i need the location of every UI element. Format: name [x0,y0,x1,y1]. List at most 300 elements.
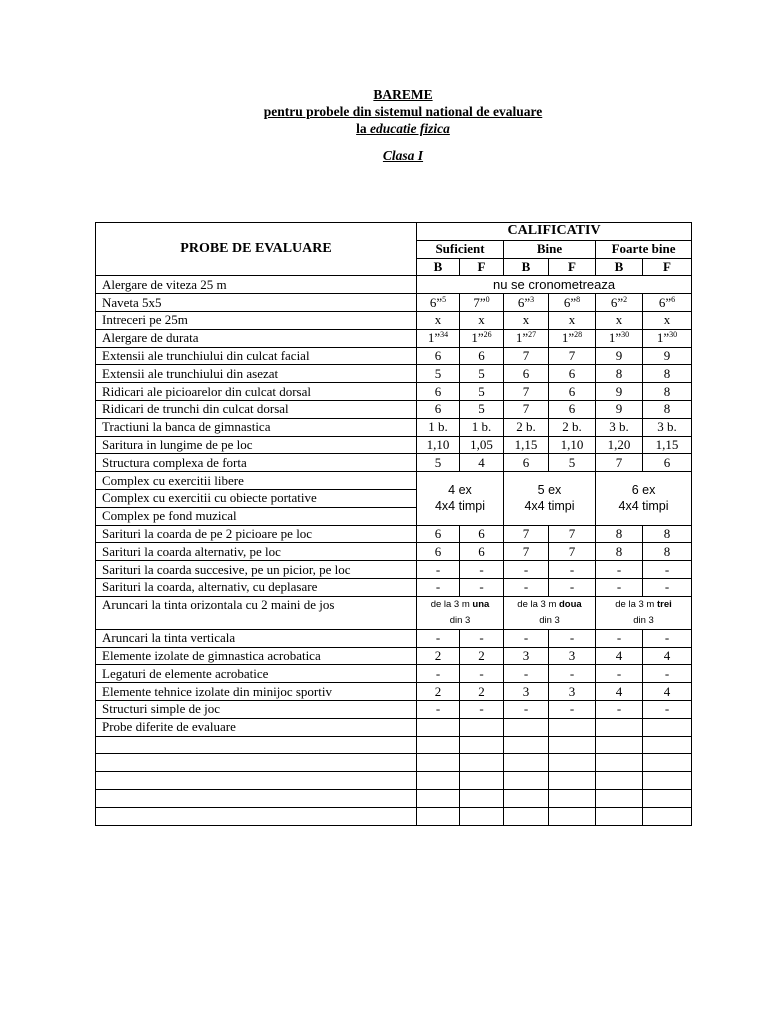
score-cell: - [596,700,643,718]
score-value: 6” [658,294,672,310]
table-row [96,365,692,383]
score-superscript: 8 [576,294,581,304]
score-value: 7 [522,401,530,417]
score-value: 6 [568,401,576,417]
score-cell: - [460,700,504,718]
header-probe: PROBE DE EVALUARE [96,223,417,276]
score-cell [504,294,549,312]
score-cell [460,365,504,383]
aruncari-total: din 3 [633,614,654,626]
score-value: 1” [515,330,529,346]
empty-cell [596,718,643,736]
probe-name: Elemente izolate de gimnastica acrobatica [96,647,417,665]
score-cell [549,418,596,436]
score-cell: - [504,629,549,647]
probe-name: Complex cu exercitii cu obiecte portative [96,489,417,507]
empty-cell [96,736,417,754]
table-row [96,525,692,543]
empty-cell [504,736,549,754]
empty-cell [504,772,549,790]
probe-name: Tractiuni la banca de gimnastica [96,418,417,436]
score-value: x [568,312,576,328]
score-cell [643,329,692,347]
score-value: 1 b. [471,419,492,435]
score-cell [549,365,596,383]
score-cell [643,311,692,329]
empty-cell [96,772,417,790]
score-cell [596,365,643,383]
aruncari-value [504,596,596,629]
empty-cell [596,807,643,825]
probe-name: Sarituri la coarda succesive, pe un picior, pe loc [96,561,417,579]
empty-cell [460,807,504,825]
score-value: 6 [478,347,485,363]
score-cell [596,383,643,401]
empty-cell [460,772,504,790]
table-row [96,454,692,472]
table-row [96,683,692,701]
complex-ex: 6 ex [631,483,656,498]
barem-table [95,222,692,826]
score-cell [549,329,596,347]
score-cell [417,454,460,472]
score-value: 3 b. [657,419,677,435]
score-superscript: 5 [442,294,447,304]
score-cell: 2 [417,683,460,701]
score-superscript: 3 [530,294,535,304]
score-cell [549,311,596,329]
score-value: 8 [663,365,671,381]
score-cell [417,294,460,312]
score-value: 7 [522,347,530,363]
score-value: 6” [517,294,531,310]
score-cell [417,383,460,401]
score-cell: - [643,578,692,596]
probe-diferite-label: Probe diferite de evaluare [96,718,417,736]
aruncari-distance: de la 3 m [615,598,655,610]
probe-name: Alergare de durata [96,329,417,347]
table-row [96,294,692,312]
score-value: 1,20 [607,436,631,452]
score-value: x [478,312,485,328]
score-cell: 8 [596,543,643,561]
score-cell [417,347,460,365]
score-cell [504,329,549,347]
probe-name: Sarituri la coarda de pe 2 picioare pe loc [96,525,417,543]
empty-cell [417,718,460,736]
empty-cell [643,772,692,790]
empty-cell [417,736,460,754]
score-superscript: 30 [621,330,630,340]
score-cell [596,347,643,365]
complex-timpi: 4x4 timpi [524,499,575,514]
table-row [96,436,692,454]
table-row [96,347,692,365]
score-value: 7 [522,383,530,399]
score-value: 9 [615,401,623,417]
score-cell [460,347,504,365]
complex-value [417,472,504,525]
score-value: 6 [434,383,442,399]
score-cell [549,383,596,401]
header-row-calificativ [96,223,692,241]
table-row [96,418,692,436]
empty-cell [504,754,549,772]
score-cell [549,400,596,418]
doc-subject-prefix: la [356,121,367,136]
score-value: 5 [478,401,485,417]
table-row [96,561,692,579]
aruncari-count: una [472,598,490,610]
score-cell: 8 [643,525,692,543]
score-superscript: 6 [671,294,676,304]
score-value: 2 b. [516,419,536,435]
probe-name: Intreceri pe 25m [96,311,417,329]
score-cell [596,454,643,472]
score-cell [643,347,692,365]
score-value: 3 b. [609,419,629,435]
score-cell: - [417,561,460,579]
probe-name: Sarituri la coarda alternativ, pe loc [96,543,417,561]
score-cell: - [549,578,596,596]
score-cell: 7 [504,525,549,543]
score-cell: - [417,629,460,647]
score-cell: 7 [549,543,596,561]
probe-name: Sarituri la coarda, alternativ, cu deplasare [96,578,417,596]
empty-cell [596,789,643,807]
score-cell [417,311,460,329]
aruncari-value [596,596,692,629]
score-superscript: 0 [485,294,490,304]
header-gender: B [417,258,460,276]
table-row [96,400,692,418]
header-gender: F [460,258,504,276]
probe-name: Elemente tehnice izolate din minijoc sportiv [96,683,417,701]
empty-cell [643,754,692,772]
aruncari-distance: de la 3 m [517,598,557,610]
score-cell: 7 [549,525,596,543]
score-cell: - [596,629,643,647]
score-cell: 2 [417,647,460,665]
score-cell: - [549,700,596,718]
score-cell [504,418,549,436]
empty-row [96,807,692,825]
score-cell: - [460,629,504,647]
empty-cell [504,789,549,807]
score-cell [643,454,692,472]
score-cell: 8 [596,525,643,543]
score-value: 7 [615,454,623,470]
score-cell [596,400,643,418]
score-cell: 2 [460,683,504,701]
table-row [96,700,692,718]
score-cell: 4 [596,647,643,665]
score-cell [549,436,596,454]
empty-row [96,772,692,790]
score-value: 2 b. [562,419,582,435]
table-row [96,276,692,294]
score-cell [504,347,549,365]
table-row [96,329,692,347]
score-cell [596,436,643,454]
score-cell [643,294,692,312]
complex-ex: 4 ex [448,483,472,498]
score-cell [643,383,692,401]
table-row [96,665,692,683]
score-value: 1” [656,330,670,346]
score-value: 6 [568,365,576,381]
score-cell [504,454,549,472]
empty-cell [549,718,596,736]
empty-cell [417,789,460,807]
score-value: 1,10 [426,436,450,452]
score-value: 8 [663,401,671,417]
score-value: 1” [561,330,575,346]
score-cell: 3 [549,683,596,701]
score-value: 5 [478,365,485,381]
score-superscript: 2 [623,294,628,304]
empty-row [96,754,692,772]
score-cell: - [596,578,643,596]
empty-cell [460,789,504,807]
score-cell: - [504,665,549,683]
probe-name: Aruncari la tinta verticala [96,629,417,647]
score-value: 5 [478,383,485,399]
empty-cell [549,736,596,754]
probe-name: Naveta 5x5 [96,294,417,312]
score-value: 1” [471,330,484,346]
table-row [96,596,692,629]
score-cell: - [417,700,460,718]
score-value: 5 [434,454,442,470]
score-cell [596,329,643,347]
complex-value [504,472,596,525]
score-cell: 3 [549,647,596,665]
complex-ex: 5 ex [537,483,562,498]
aruncari-total: din 3 [449,614,471,626]
score-cell: - [504,700,549,718]
score-cell: - [643,561,692,579]
table-row [96,578,692,596]
score-value: x [522,312,530,328]
empty-cell [417,772,460,790]
score-cell: 6 [460,525,504,543]
header-gender: F [643,258,692,276]
score-cell [460,294,504,312]
score-value: 6 [434,401,442,417]
empty-cell [643,736,692,754]
score-superscript: 27 [528,330,537,340]
score-cell: - [643,629,692,647]
empty-cell [96,789,417,807]
empty-cell [549,772,596,790]
score-cell [417,365,460,383]
empty-cell [549,807,596,825]
score-cell [417,329,460,347]
empty-cell [504,718,549,736]
score-cell: 4 [643,647,692,665]
table-row [96,629,692,647]
probe-name: Legaturi de elemente acrobatice [96,665,417,683]
header-level-foarte-bine: Foarte bine [596,240,692,258]
aruncari-count: doua [559,598,582,610]
empty-cell [643,807,692,825]
score-cell: - [417,665,460,683]
score-cell [643,365,692,383]
score-value: x [434,312,442,328]
empty-row [96,789,692,807]
score-value: 6 [522,454,530,470]
score-cell: - [596,665,643,683]
score-cell [643,400,692,418]
probe-name: Ridicari de trunchi din culcat dorsal [96,400,417,418]
score-value: 6 [663,454,671,470]
empty-cell [643,789,692,807]
doc-title: BAREME [373,87,433,102]
probe-name: Extensii ale trunchiului din culcat facial [96,347,417,365]
score-cell: - [460,665,504,683]
score-value: 5 [434,365,442,381]
score-value: 9 [663,347,671,363]
score-cell: - [643,665,692,683]
score-cell: - [460,578,504,596]
probe-name: Complex cu exercitii libere [96,472,417,490]
header-gender: B [596,258,643,276]
score-value: 6 [434,347,442,363]
score-superscript: 26 [483,330,492,340]
score-cell [460,400,504,418]
empty-row [96,736,692,754]
score-cell: - [596,561,643,579]
score-cell [596,418,643,436]
score-cell: 8 [643,543,692,561]
score-cell: - [460,561,504,579]
score-superscript: 30 [669,330,678,340]
empty-cell [549,754,596,772]
doc-class: Clasa I [382,148,424,163]
score-value: 7” [473,294,486,310]
score-cell [549,347,596,365]
score-value: 1,05 [470,436,493,452]
empty-cell [417,754,460,772]
merged-value: nu se cronometreaza [417,276,692,294]
header-level-bine: Bine [504,240,596,258]
score-cell: - [549,665,596,683]
empty-cell [460,754,504,772]
complex-timpi: 4x4 timpi [434,499,486,514]
score-superscript: 28 [574,330,583,340]
score-cell: 2 [460,647,504,665]
aruncari-total: din 3 [539,614,560,626]
score-value: 8 [615,365,623,381]
score-cell [643,418,692,436]
empty-cell [417,807,460,825]
probe-name: Aruncari la tinta orizontala cu 2 maini de jos [96,596,417,629]
score-value: 1,15 [655,436,679,452]
empty-cell [96,807,417,825]
score-cell [596,311,643,329]
score-cell: 4 [643,683,692,701]
table-row [96,311,692,329]
doc-subject [0,120,768,137]
barem-table-body [96,276,692,825]
score-value: 1 b. [428,419,448,435]
score-cell: 6 [417,525,460,543]
score-value: 7 [568,347,576,363]
score-cell [504,365,549,383]
probe-name: Complex pe fond muzical [96,507,417,525]
score-cell [460,436,504,454]
doc-subtitle: pentru probele din sistemul national de evaluare [263,104,543,119]
score-cell: - [504,561,549,579]
score-cell [504,383,549,401]
header-level-suficient: Suficient [417,240,504,258]
score-cell: 4 [596,683,643,701]
probe-name: Structura complexa de forta [96,454,417,472]
score-cell [460,383,504,401]
score-cell [504,436,549,454]
aruncari-count: trei [656,598,672,610]
empty-cell [596,736,643,754]
score-value: 4 [478,454,485,470]
score-value: x [663,312,671,328]
score-cell [460,418,504,436]
score-cell [596,294,643,312]
aruncari-distance: de la 3 m [430,598,470,610]
score-cell: 7 [504,543,549,561]
score-cell [549,294,596,312]
score-cell [460,454,504,472]
score-cell [549,454,596,472]
score-cell [460,329,504,347]
complex-timpi: 4x4 timpi [618,499,669,514]
table-row [96,543,692,561]
score-cell [504,400,549,418]
score-value: 1” [608,330,622,346]
score-cell: - [549,629,596,647]
empty-cell [549,789,596,807]
empty-cell [643,718,692,736]
score-cell: 3 [504,647,549,665]
score-value: 8 [663,383,671,399]
score-value: x [615,312,623,328]
table-row [96,718,692,736]
score-cell: 6 [417,543,460,561]
score-cell [417,400,460,418]
aruncari-value [417,596,504,629]
score-cell: 6 [460,543,504,561]
score-cell [643,436,692,454]
probe-name: Ridicari ale picioarelor din culcat dorsal [96,383,417,401]
score-value: 6” [563,294,577,310]
score-cell: - [549,561,596,579]
probe-name: Saritura in lungime de pe loc [96,436,417,454]
score-cell [417,436,460,454]
probe-name: Structuri simple de joc [96,700,417,718]
score-superscript: 34 [440,330,449,340]
score-value: 1,15 [514,436,538,452]
table-row [96,383,692,401]
score-value: 6 [568,383,576,399]
probe-name: Alergare de viteza 25 m [96,276,417,294]
empty-cell [96,754,417,772]
header-calificativ: CALIFICATIV [417,223,692,241]
doc-subject-italic: educatie fizica [370,121,450,136]
score-value: 9 [615,347,623,363]
empty-cell [460,718,504,736]
title-block [0,86,768,164]
score-value: 5 [568,454,576,470]
